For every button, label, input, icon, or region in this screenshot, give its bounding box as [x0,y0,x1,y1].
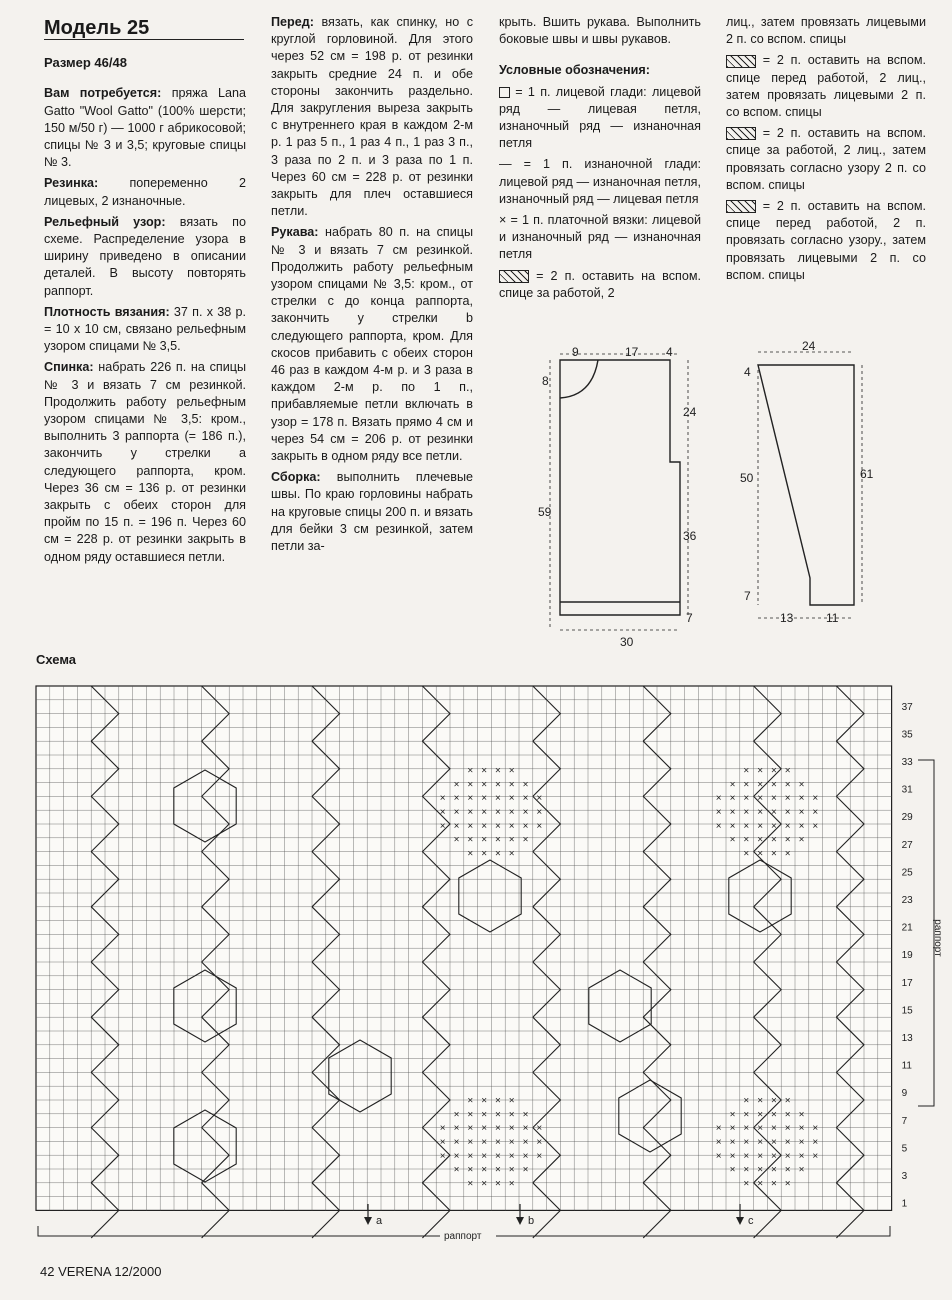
svg-text:×: × [757,1164,764,1176]
svg-text:×: × [453,793,460,805]
arrow-b-label: b [528,1215,535,1227]
svg-text:×: × [467,779,474,791]
text-column-2 [271,14,473,559]
svg-text:×: × [715,1123,722,1135]
svg-text:×: × [481,765,488,777]
svg-text:×: × [784,1178,791,1190]
svg-text:×: × [798,834,805,846]
svg-text:×: × [784,1095,791,1107]
svg-text:×: × [522,779,529,791]
row-number: 21 [901,922,913,934]
svg-text:×: × [508,779,515,791]
row-number: 29 [901,812,913,824]
svg-text:×: × [495,1109,501,1121]
chart-grid [36,686,892,1210]
svg-text:×: × [743,1123,750,1135]
svg-text:×: × [743,1178,750,1190]
svg-text:×: × [771,1150,777,1162]
text-column-3 [499,14,701,306]
svg-text:×: × [729,779,736,791]
sleeve-dim-4: 4 [744,365,751,379]
svg-text:×: × [508,793,515,805]
svg-text:×: × [467,1178,474,1190]
svg-text:×: × [812,820,819,832]
gauge-heading: Плотность вязания: [44,304,170,319]
sleeve-dim-50: 50 [740,471,754,485]
dim-9: 9 [572,345,579,359]
svg-text:×: × [453,779,460,791]
materials-paragraph [44,85,246,171]
svg-text:×: × [439,807,446,818]
svg-text:×: × [798,1137,805,1148]
svg-text:×: × [771,793,777,805]
svg-text:×: × [467,1137,474,1148]
svg-text:×: × [467,1164,474,1176]
rapport-bottom-label: раппорт [444,1231,482,1242]
svg-text:×: × [508,1137,515,1148]
arrow-a-label: a [376,1215,383,1227]
row-number: 23 [901,895,913,906]
svg-text:×: × [784,793,791,805]
sleeves-text: набрать 80 п. на спицы № 3 и вязать 7 см резинкой. Продолжить работу рельефным узором спицами № 3,5: кром., от стрелки с до конца раппорта, закончить у стрелки b следующего раппорта, кром. Для скосов прибавить с обеих сторон 46 раз в каждом 4-м р. и 3 раза в каждом 2-м р. по 1 п., прибавляемые петли включать в узор = 178 п. Вязать прямо 4 см и через 54 см = 206 р. от резинки закрыть в одном ряду все петли. [271,225,473,464]
svg-text:×: × [771,820,777,832]
svg-text:×: × [743,765,750,777]
svg-text:×: × [495,793,501,805]
svg-text:×: × [798,1150,805,1162]
sleeves-heading: Рукава: [271,225,319,240]
gauge-text: 37 п. х 38 р. = 10 х 10 см, связано рельефным узором спицами № 3,5. [44,304,246,354]
rapport-side-label: раппорт [932,919,943,957]
svg-text:×: × [508,765,515,777]
svg-text:×: × [743,1095,750,1107]
svg-text:×: × [522,1123,529,1135]
svg-text:×: × [453,834,460,846]
sleeves-paragraph [271,224,473,465]
svg-text:×: × [757,1109,764,1121]
svg-text:×: × [743,1150,750,1162]
front-text: вязать, как спинку, но с круглой горловиной. Для этого через 52 см = 198 р. от резинки закрыть средние 24 п. и обе стороны закончить раздельно. Для закругления выреза закрыть с внутреннего края в каждом 2-м р. 1 раз 5 п., 1 раз 4 п., 1 раз 3 п., 3 раза по 2 п. и 3 раза по 1 п. Через 60 см = 228 р. от резинки закрыть для плеч оставшиеся петли. [271,15,473,219]
legend-cable-back-pattern [726,125,926,194]
front-heading: Перед: [271,15,314,29]
svg-text:×: × [522,1164,529,1176]
svg-text:×: × [481,807,488,818]
svg-text:×: × [798,820,805,832]
svg-text:×: × [453,820,460,832]
sleeve-dim-13: 13 [780,611,794,625]
sleeve-dim-24: 24 [802,340,816,353]
legend-garter: × = 1 п. платочной вязки: лицевой и изнаночный ряд — изнаночная петля [499,213,701,262]
svg-text:×: × [481,1123,488,1135]
svg-text:×: × [743,1137,750,1148]
row-number: 15 [901,1005,913,1017]
svg-text:×: × [467,1123,474,1135]
svg-text:×: × [495,779,501,791]
svg-text:×: × [508,1123,515,1135]
dim-36: 36 [683,529,697,543]
svg-text:×: × [467,848,474,860]
svg-text:×: × [784,834,791,846]
row-number: 1 [901,1198,908,1210]
svg-text:×: × [467,820,474,832]
svg-text:×: × [508,807,515,818]
legend-purl: — = 1 п. изнаночной глади: лицевой ряд — изнаночная петля, изнаночный ряд — лицевая петля [499,157,701,206]
rib-heading: Резинка: [44,176,99,191]
svg-text:×: × [729,807,736,818]
svg-text:×: × [771,807,777,818]
svg-text:×: × [784,807,791,818]
svg-text:×: × [757,807,764,818]
svg-text:×: × [536,793,543,805]
dim-24: 24 [683,405,697,419]
cable-back-icon [499,270,529,283]
svg-text:×: × [798,1109,805,1121]
svg-text:×: × [729,1123,736,1135]
assembly-text: выполнить плечевые швы. По краю горловины набрать на круговые спицы 200 п. и вязать для бейки 3 см резинкой, затем петли за- [271,470,473,554]
dim-4: 4 [666,345,673,359]
text-column-4 [726,14,926,288]
row-number: 3 [901,1171,908,1182]
svg-text:×: × [784,1164,791,1176]
svg-text:×: × [495,1178,501,1190]
svg-text:×: × [522,1109,529,1121]
title-divider [44,39,244,40]
svg-text:×: × [522,820,529,832]
sleeve-pattern-diagram [730,340,930,630]
svg-text:×: × [757,793,764,805]
svg-text:×: × [771,1178,777,1190]
relief-paragraph [44,214,246,300]
svg-text:×: × [771,765,777,777]
svg-text:×: × [757,848,764,860]
svg-text:×: × [715,793,722,805]
svg-text:×: × [495,1123,501,1135]
svg-text:×: × [467,834,474,846]
svg-text:×: × [784,820,791,832]
front-paragraph [271,14,473,220]
svg-text:×: × [508,1109,515,1121]
svg-text:×: × [771,1123,777,1135]
svg-text:×: × [495,807,501,818]
svg-text:×: × [743,793,750,805]
dim-59: 59 [538,505,552,519]
row-number: 5 [901,1143,908,1155]
svg-text:×: × [508,820,515,832]
svg-text:×: × [536,820,543,832]
svg-text:×: × [715,820,722,832]
svg-text:×: × [439,793,446,805]
svg-text:×: × [812,807,819,818]
legend-cable-front [726,52,926,121]
svg-text:×: × [757,1178,764,1190]
svg-text:×: × [481,1095,488,1107]
svg-text:×: × [729,1137,736,1148]
legend-cable-back [499,268,701,302]
svg-text:×: × [453,1164,460,1176]
svg-text:×: × [495,1164,501,1176]
svg-text:×: × [784,1150,791,1162]
row-number: 19 [901,950,913,962]
svg-text:×: × [743,834,750,846]
svg-text:×: × [798,1164,805,1176]
svg-text:×: × [729,1109,736,1121]
svg-text:×: × [495,765,501,777]
svg-text:×: × [771,1109,777,1121]
svg-text:×: × [522,1150,529,1162]
svg-text:×: × [453,807,460,818]
legend-heading-text: Условные обозначения: [499,63,650,78]
row-number: 17 [901,977,913,989]
back-paragraph [44,359,246,565]
svg-text:×: × [467,807,474,818]
legend-knit [499,84,701,153]
body-outline [560,360,680,615]
svg-text:×: × [522,807,529,818]
legend-cable-front-pattern-text: = 2 п. оставить на вспом. спице перед работой, 2 п. провязать согласно узору., затем провязать лицевыми 2 п. со вспом. спицы [726,199,926,282]
chart-row-numbers [902,702,914,1210]
svg-text:×: × [771,834,777,846]
row-number: 27 [901,839,913,851]
svg-text:×: × [729,793,736,805]
svg-text:×: × [467,1150,474,1162]
arrow-c-label: c [748,1215,754,1227]
svg-text:×: × [481,1109,488,1121]
svg-text:×: × [439,1123,446,1135]
svg-text:×: × [757,820,764,832]
svg-text:×: × [508,1178,515,1190]
svg-text:×: × [495,1150,501,1162]
svg-text:×: × [743,779,750,791]
legend-cable-front-pattern [726,198,926,284]
page-title: Модель 25 [44,17,150,39]
svg-text:×: × [536,1137,543,1148]
svg-text:×: × [495,1137,501,1148]
svg-text:×: × [481,1164,488,1176]
row-number: 31 [901,784,913,796]
size-heading: Размер 46/48 [44,55,127,71]
svg-text:×: × [536,1150,543,1162]
svg-text:×: × [757,779,764,791]
svg-text:×: × [453,1137,460,1148]
svg-text:×: × [453,1123,460,1135]
svg-text:×: × [481,779,488,791]
svg-text:×: × [784,1137,791,1148]
svg-text:×: × [453,1109,460,1121]
back-heading: Спинка: [44,360,94,375]
row-number: 9 [901,1088,908,1100]
svg-text:×: × [508,1164,515,1176]
materials-heading: Вам потребуется: [44,86,162,101]
knitting-chart [0,676,952,1256]
scheme-label: Схема [36,652,77,667]
svg-text:×: × [784,765,791,777]
svg-text:×: × [771,779,777,791]
svg-text:×: × [439,1150,446,1162]
text-column-1 [44,14,246,570]
svg-text:×: × [522,834,529,846]
svg-text:×: × [757,1095,764,1107]
svg-text:×: × [715,1150,722,1162]
svg-text:×: × [784,1109,791,1121]
svg-text:×: × [757,834,764,846]
svg-text:×: × [757,1137,764,1148]
svg-text:×: × [729,834,736,846]
svg-text:×: × [812,1150,819,1162]
row-number: 25 [901,867,913,879]
assembly-continued: крыть. Вшить рукава. Выполнить боковые швы и швы рукавов. [499,15,701,47]
sleeve-dim-61: 61 [860,467,874,481]
svg-text:×: × [439,1137,446,1148]
svg-text:×: × [481,1150,488,1162]
svg-text:×: × [495,1095,501,1107]
svg-text:×: × [798,779,805,791]
svg-text:×: × [798,1123,805,1135]
svg-text:×: × [798,807,805,818]
svg-text:×: × [812,793,819,805]
svg-text:×: × [453,1150,460,1162]
svg-text:×: × [715,807,722,818]
svg-text:×: × [522,1137,529,1148]
row-number: 33 [901,757,913,768]
neckline-curve [560,360,598,398]
cable-back-pattern-icon [726,127,756,140]
body-pattern-diagram [530,340,730,650]
svg-text:×: × [757,765,764,777]
assembly-heading: Сборка: [271,470,321,485]
legend-cable-front-text: = 2 п. оставить на вспом. спице перед работой, 2 лиц., затем провязать лицевыми 2 п. со вспом. спицы [726,53,926,120]
svg-text:×: × [757,1123,764,1135]
svg-text:×: × [481,793,488,805]
back-text: набрать 226 п. на спицы № 3 и вязать 7 см резинкой. Продолжить работу рельефным узором спицами № 3,5: кром., выполнить 3 раппорта (= 186 п.), закончить у стрелки а следующего раппорта, кром. Через 36 см = 136 р. от резинки закрыть с обеих сторон для пройм по 15 п. = 196 п. Через 60 см = 228 р. от резинки закрыть в одном ряду оставшиеся петли. [44,360,246,564]
svg-text:×: × [757,1150,764,1162]
sleeve-outline [758,365,854,605]
svg-text:×: × [729,820,736,832]
legend-knit-text: = 1 п. лицевой глади: лицевой ряд — лицевая петля, изнаночный ряд — изнаночная петля [499,84,701,151]
svg-text:×: × [481,848,488,860]
legend-cable-back-text: = 2 п. оставить на вспом. спице за работой, 2 [499,268,701,300]
rib-paragraph [44,175,246,209]
row-number: 11 [901,1060,912,1072]
legend-heading [499,62,701,79]
svg-text:×: × [467,1109,474,1121]
svg-text:×: × [439,820,446,832]
knit-square-icon [499,87,510,98]
svg-text:×: × [784,848,791,860]
svg-text:×: × [743,1109,750,1121]
svg-text:×: × [743,1164,750,1176]
gauge-paragraph [44,304,246,356]
dim-30: 30 [620,635,634,649]
cable-front-pattern-icon [726,200,756,213]
svg-text:×: × [481,834,488,846]
rib-text: попеременно 2 лицевых, 2 изнаночные. [44,176,246,208]
materials-text: пряжа Lana Gatto "Wool Gatto" (100% шерсти; 150 м/50 г) — 1000 г абрикосовой; спицы № 3 и 3,5; круговые спицы № 3. [44,86,247,170]
row-number: 13 [901,1033,913,1044]
svg-text:×: × [467,765,474,777]
svg-text:×: × [771,1137,777,1148]
legend-cable-back-cont: лиц., затем провязать лицевыми 2 п. со вспом. спицы [726,15,926,47]
svg-text:×: × [495,820,501,832]
svg-text:×: × [495,848,501,860]
svg-text:×: × [508,834,515,846]
svg-text:×: × [798,793,805,805]
svg-text:×: × [536,1123,543,1135]
row-number: 37 [901,701,913,713]
svg-text:×: × [508,1095,515,1107]
svg-text:×: × [812,1123,819,1135]
svg-text:×: × [784,779,791,791]
page-footer: 42 VERENA 12/2000 [40,1264,162,1279]
svg-text:×: × [743,848,750,860]
svg-text:×: × [481,820,488,832]
assembly-paragraph [271,469,473,555]
svg-text:×: × [715,1137,722,1148]
svg-text:×: × [508,1150,515,1162]
svg-text:×: × [467,1095,474,1107]
svg-text:×: × [743,820,750,832]
legend-cable-back-pattern-text: = 2 п. оставить на вспом. спице за работой, 2 лиц., затем провязать согласно узору 2 п. со вспом. спицы [726,126,926,192]
svg-text:×: × [481,1178,488,1190]
svg-text:×: × [771,1164,777,1176]
sleeve-dim-7: 7 [744,589,751,603]
svg-text:×: × [495,834,501,846]
svg-text:×: × [771,848,777,860]
svg-text:×: × [812,1137,819,1148]
cable-front-icon [726,55,756,68]
relief-heading: Рельефный узор: [44,214,166,229]
rapport-side-bracket [918,760,934,1106]
svg-text:×: × [771,1095,777,1107]
svg-text:×: × [784,1123,791,1135]
svg-text:×: × [743,807,750,818]
svg-text:×: × [467,793,474,805]
relief-text: вязать по схеме. Распределение узора в ширину приведено в описании деталей. В высоту повторять раппорт. [44,214,247,298]
row-number: 7 [901,1115,908,1127]
svg-text:×: × [729,1150,736,1162]
svg-text:×: × [508,848,515,860]
row-number: 35 [901,729,913,741]
svg-text:×: × [536,807,543,818]
dim-8: 8 [542,374,549,388]
sleeve-dim-11: 11 [826,611,839,625]
dim-7: 7 [686,611,693,625]
svg-text:×: × [729,1164,736,1176]
svg-text:×: × [522,793,529,805]
dim-17: 17 [625,345,639,359]
svg-text:×: × [481,1137,488,1148]
